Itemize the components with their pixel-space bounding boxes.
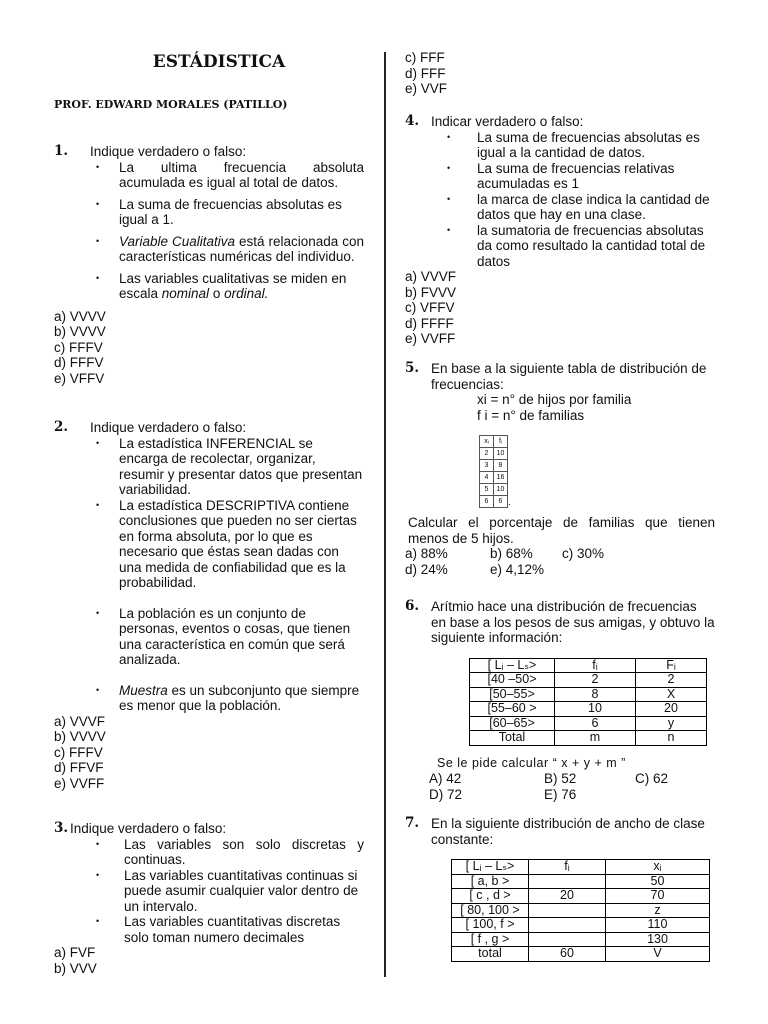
question-3	[54, 821, 364, 976]
trailing-dot: .	[508, 497, 511, 508]
table-row: [50–55> 8 X	[470, 687, 707, 702]
table-row: [40 –50> 2 2	[470, 673, 707, 688]
statement-2: • La suma de frecuencias relativas acumuladas es 1	[405, 161, 715, 192]
question-1	[54, 144, 364, 386]
table-header-row: [ Lᵢ – Lₛ> fᵢ xᵢ	[452, 860, 710, 875]
question-5	[405, 361, 715, 577]
option-b: b) 68%	[490, 546, 533, 561]
children-table-wrap	[479, 435, 715, 508]
option-c: c) FFFV	[54, 744, 103, 760]
option-d: d) FFVF	[54, 760, 104, 775]
option-a: a) VVVV	[54, 308, 106, 324]
statement-2: • La estadística DESCRIPTIVA contiene conclusiones que pueden no ser ciertas en forma absoluta, por lo que es necesario que éstas sean dadas con una medida de confiabilidad que es la probabilidad.	[54, 498, 364, 591]
option-d: d) FFFF	[405, 315, 454, 331]
question-6	[405, 599, 715, 802]
option-d: d) FFF	[405, 65, 446, 81]
table-row: [ a, b > 50	[452, 874, 710, 889]
question-number: 2.	[54, 419, 69, 435]
question-2	[54, 420, 364, 791]
option-a: a) 88%	[405, 546, 448, 561]
option-b: b) VVVV	[54, 324, 106, 339]
statement-4: • la sumatoria de frecuencias absolutas da como resultado la cantidad total de datos	[405, 223, 715, 270]
statement-3: • La población es un conjunto de personas, eventos o cosas, que tienen una característica en común que será analizada.	[54, 606, 364, 668]
table-row: [ f , g > 130	[452, 932, 710, 947]
question-stem: En la siguiente distribución de ancho de clase constante:	[431, 816, 705, 847]
option-b: b) VVV	[54, 960, 97, 976]
statement-1: • La suma de frecuencias absolutas es igual a la cantidad de datos.	[405, 130, 715, 161]
italic-term: Variable Cualitativa	[119, 233, 236, 249]
option-e: E) 76	[544, 786, 577, 802]
weights-table	[469, 658, 707, 746]
question-4	[405, 114, 715, 347]
question-stem: En base a la siguiente tabla de distribución de frecuencias:	[431, 361, 707, 392]
italic-term: Muestra	[119, 682, 168, 698]
option-c: C) 62	[635, 771, 669, 786]
option-a: a) FVF	[54, 945, 96, 960]
table-row: total 60 V	[452, 947, 710, 962]
option-d: d) 24%	[405, 561, 448, 577]
question-number: 4.	[405, 113, 420, 129]
question-3-continued	[405, 50, 715, 97]
statement-4: • Muestra es un subconjunto que siempre es menor que la población.	[54, 683, 364, 714]
option-a: a) VVVF	[405, 269, 457, 284]
statement-1: • Las variables son solo discretas y continuas.	[54, 837, 364, 868]
option-d: D) 72	[429, 786, 463, 802]
statement-1: • La ultima frecuencia absoluta acumulada es igual al total de datos.	[54, 160, 364, 191]
question-stem: Indique verdadero o falso:	[90, 420, 247, 435]
question-stem: Indicar verdadero o falso:	[431, 114, 584, 129]
option-c: c) FFF	[405, 50, 445, 65]
statement-2: • Las variables cuantitativas continuas si puede asumir cualquier valor dentro de un intervalo.	[54, 868, 364, 915]
question-stem: Indique verdadero o falso:	[70, 821, 227, 836]
answer-options	[54, 945, 364, 976]
answer-options	[54, 309, 364, 387]
answer-options	[405, 269, 715, 347]
option-e: e) VVFF	[405, 331, 456, 346]
question-7	[405, 816, 715, 962]
answer-options	[54, 714, 364, 792]
column-divider	[384, 52, 386, 977]
option-c: c) FFFV	[54, 339, 103, 355]
statement-1: • La estadística INFERENCIAL se encarga de recolectar, organizar, resumir y presentar datos que presentan variabilidad.	[54, 436, 364, 498]
question-number: 6.	[405, 598, 420, 614]
option-d: d) FFFV	[54, 355, 104, 370]
options-row-1	[405, 546, 715, 562]
option-c: c) 30%	[562, 546, 605, 561]
option-e: e) VFFV	[54, 370, 105, 386]
class-width-table	[451, 859, 710, 962]
option-e: e) VVFF	[54, 775, 105, 791]
definition-xi: xi = n° de hijos por familia	[477, 392, 632, 407]
question-number: 1.	[54, 143, 69, 159]
statement-4: • Las variables cualitativas se miden en escala nominal o ordinal.	[54, 271, 364, 302]
statement-3: • la marca de clase indica la cantidad de datos que hay en una clase.	[405, 192, 715, 223]
question-number: 7.	[405, 815, 420, 831]
options-row-1	[405, 771, 715, 787]
statement-3: • Las variables cuantitativas discretas solo toman numero decimales	[54, 914, 364, 945]
option-a: A) 42	[429, 771, 462, 786]
table-row: [ 80, 100 > z	[452, 903, 710, 918]
table-row: [ 100, f > 110	[452, 918, 710, 933]
table-header-row: [ Lᵢ – Lₛ> fᵢ Fᵢ	[470, 658, 707, 673]
statement-3: • Variable Cualitativa está relacionada con características numéricas del individuo.	[54, 234, 364, 265]
question-stem: Indique verdadero o falso:	[90, 144, 247, 159]
document-title: ESTÁDISTICA	[152, 52, 286, 72]
calculation-prompt: Se le pide calcular “ x + y + m ”	[437, 755, 626, 770]
options-row-2	[405, 562, 715, 578]
author-line: PROF. EDWARD MORALES (PATILLO)	[54, 98, 288, 111]
option-a: a) VVVF	[54, 713, 106, 729]
option-b: b) FVVV	[405, 284, 457, 300]
question-stem: Arítmio hace una distribución de frecuencias en base a los pesos de sus amigas, y obtuvo la siguiente información:	[431, 599, 715, 645]
option-c: c) VFFV	[405, 300, 455, 315]
options-row-2	[405, 787, 715, 803]
table-row: [ c , d > 20 70	[452, 889, 710, 904]
table-row: [55–60 > 10 20	[470, 702, 707, 717]
table-row: [60–65> 6 y	[470, 716, 707, 731]
option-b: B) 52	[544, 771, 577, 786]
statement-2: • La suma de frecuencias absolutas es igual a 1.	[54, 197, 364, 228]
question-number: 5.	[405, 360, 420, 376]
option-b: b) VVVV	[54, 729, 106, 744]
children-table: xᵢ fᵢ 2 10 3 8 4 16 5 10 6 6	[479, 435, 508, 508]
option-e: e) 4,12%	[490, 561, 545, 577]
question-text: Calcular el porcentaje de familias que tienen menos de 5 hijos.	[408, 515, 715, 546]
table-row: Total m n	[470, 731, 707, 746]
option-e: e) VVF	[405, 81, 448, 96]
question-number: 3.	[54, 820, 69, 836]
definition-fi: f i = n° de familias	[477, 407, 585, 423]
